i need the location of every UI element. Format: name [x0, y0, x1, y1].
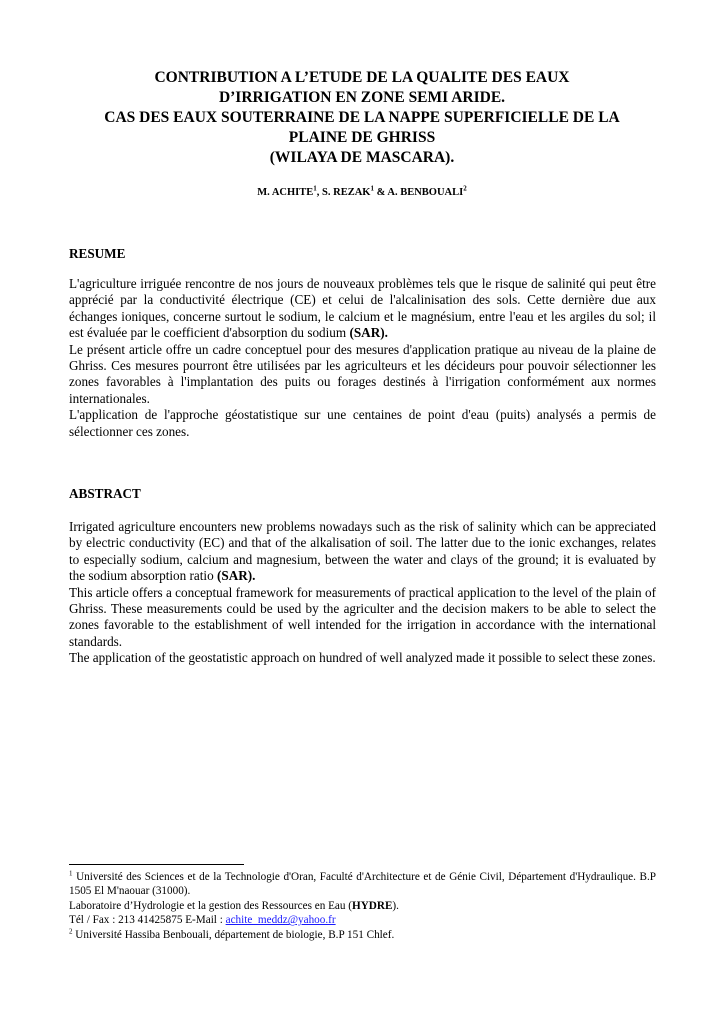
abstract-sar-bold: (SAR).	[216, 568, 256, 584]
lab-text-end: ).	[392, 899, 399, 912]
author-list	[60, 186, 664, 200]
author-achite: M. ACHITE	[257, 187, 314, 198]
contact-text: Tél / Fax : 213 41425875 E-Mail :	[69, 914, 226, 927]
abstract-heading: ABSTRACT	[69, 486, 141, 501]
abstract-text: Irrigated agriculture encounters new problems nowadays such as the risk of salinity which can be appreciated by electric conductivity (EC) and that of the alkalisation of soil. The latter due to the ionic exchanges, relates to especially sodium, calcium and magnesium, between the water and clays of the ground; it is evaluated by the sodium absorption ratio	[69, 519, 656, 584]
author-affiliation-mark: 1	[313, 184, 317, 193]
title-line-1: CONTRIBUTION A L’ETUDE DE LA QUALITE DES EAUX	[154, 69, 570, 86]
footnote-lab	[69, 899, 656, 913]
title-line-2: D’IRRIGATION EN ZONE SEMI ARIDE.	[218, 89, 506, 106]
author-benbouali: A. BENBOUALI	[387, 187, 464, 198]
footnote-divider	[69, 864, 244, 865]
footnote-mark: 2	[69, 926, 73, 935]
footnote-2	[69, 928, 656, 942]
title-line-5: (WILAYA DE MASCARA).	[269, 149, 455, 166]
resume-paragraph: L'application de l'approche géostatistique sur une centaines de point d'eau (puits) analysés a permis de sélectionner ces zones.	[69, 407, 656, 439]
author-rezak: S. REZAK	[322, 187, 371, 198]
resume-heading: RESUME	[69, 246, 126, 261]
abstract-paragraph	[69, 519, 656, 585]
abstract-paragraph: The application of the geostatistic approach on hundred of well analyzed made it possible to select these zones.	[69, 650, 656, 666]
footnote-1	[69, 870, 656, 899]
title-line-4: PLAINE DE GHRISS	[288, 129, 436, 146]
footnote-mark: 1	[69, 869, 73, 878]
footnote-text: Université des Sciences et de la Technologie d'Oran, Faculté d'Architecture et de Génie Civil, Département d'Hydraulique. B.P 1505 El M'naouar (31000).	[69, 871, 656, 898]
abstract-paragraph: This article offers a conceptual framework for measurements of practical application to the level of the plain of Ghriss. These measurements could be used by the agriculter and the decision makers to be able to select the zones favorable to the establishment of well intended for the irrigation in accordance with the international standards.	[69, 584, 656, 649]
resume-body	[69, 276, 656, 440]
author-affiliation-mark: 1	[370, 184, 374, 193]
email-link[interactable]: achite_meddz@yahoo.fr	[225, 914, 336, 927]
resume-paragraph: Le présent article offre un cadre conceptuel pour des mesures d'application pratique au niveau de la plaine de Ghriss. Ces mesures pourront être utilisées par les agriculteurs et les décideurs pour pouvoir sélectionner les zones favorables à l'implantation des puits ou forages destinés à l'irrigation conformément aux normes internationales.	[69, 341, 656, 406]
author-separator: &	[373, 187, 388, 198]
paper-title	[60, 68, 664, 168]
title-line-3: CAS DES EAUX SOUTERRAINE DE LA NAPPE SUPERFICIELLE DE LA	[104, 109, 620, 126]
abstract-body	[69, 519, 656, 667]
resume-text: L'agriculture irriguée rencontre de nos jours de nouveaux problèmes tels que le risque de salinité qui peut être apprécié par la conductivité électrique (CE) et celui de l'alcalinisation des sols. Cette dernière due aux échanges ioniques, concerne surtout le sodium, le calcium et le magnésium, entre l'eau et les argiles du sol; il est évaluée par le coefficient d'absorption du sodium	[69, 276, 656, 341]
footnotes	[69, 870, 656, 942]
footnote-contact	[69, 913, 656, 927]
lab-acronym: HYDRE	[352, 899, 393, 912]
author-affiliation-mark: 2	[463, 184, 467, 193]
author-separator: ,	[316, 187, 323, 198]
lab-text: Laboratoire d’Hydrologie et la gestion des Ressources en Eau (	[69, 899, 353, 912]
footnote-text: Université Hassiba Benbouali, département de biologie, B.P 151 Chlef.	[72, 928, 395, 941]
resume-sar-bold: (SAR).	[349, 325, 388, 341]
resume-paragraph	[69, 276, 656, 342]
